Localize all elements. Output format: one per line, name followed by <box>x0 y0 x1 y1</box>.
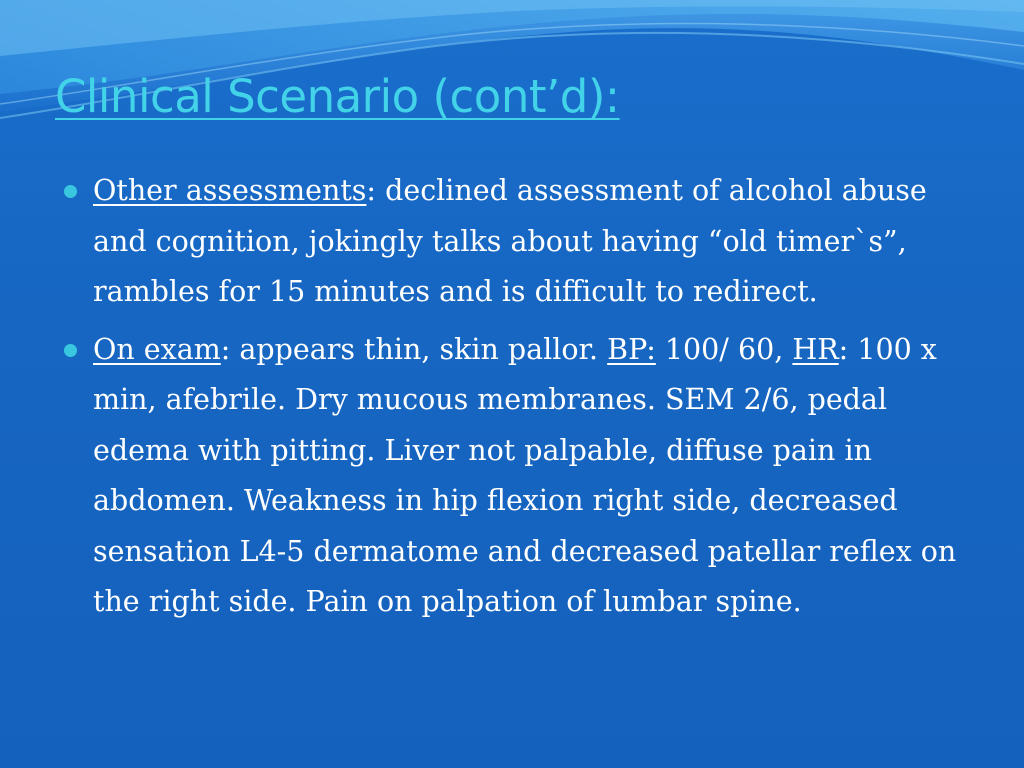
on-exam-text-c: : 100 x min, afebrile. Dry mucous membranes. SEM 2/6, pedal edema with pitting. Liver not palpable, diffuse pain in abdomen. Weakness in hip flexion right side, decreased sensation L4-5 dermatome and decreased patellar reflex on the right side. Pain on palpation of lumbar spine. <box>93 332 957 618</box>
bullet-on-exam <box>62 325 962 628</box>
hr-label: HR <box>792 332 839 366</box>
slide-title: Clinical Scenario (cont’d): <box>55 70 620 123</box>
bp-label: BP: <box>607 332 656 366</box>
bullet-dot-icon <box>64 185 77 198</box>
bullet-dot-icon <box>64 344 77 357</box>
on-exam-text-a: : appears thin, skin pallor. <box>220 332 608 366</box>
bullet-other-assessments <box>62 166 962 318</box>
on-exam-text-b: 100/ 60, <box>655 332 793 366</box>
on-exam-label: On exam <box>93 332 221 366</box>
other-assessments-text: : declined assessment of alcohol abuse and cognition, jokingly talks about having “old timer`s”, rambles for 15 minutes and is difficult to redirect. <box>93 174 927 308</box>
other-assessments-label: Other assessments <box>93 174 367 207</box>
bullet-list <box>62 166 962 635</box>
